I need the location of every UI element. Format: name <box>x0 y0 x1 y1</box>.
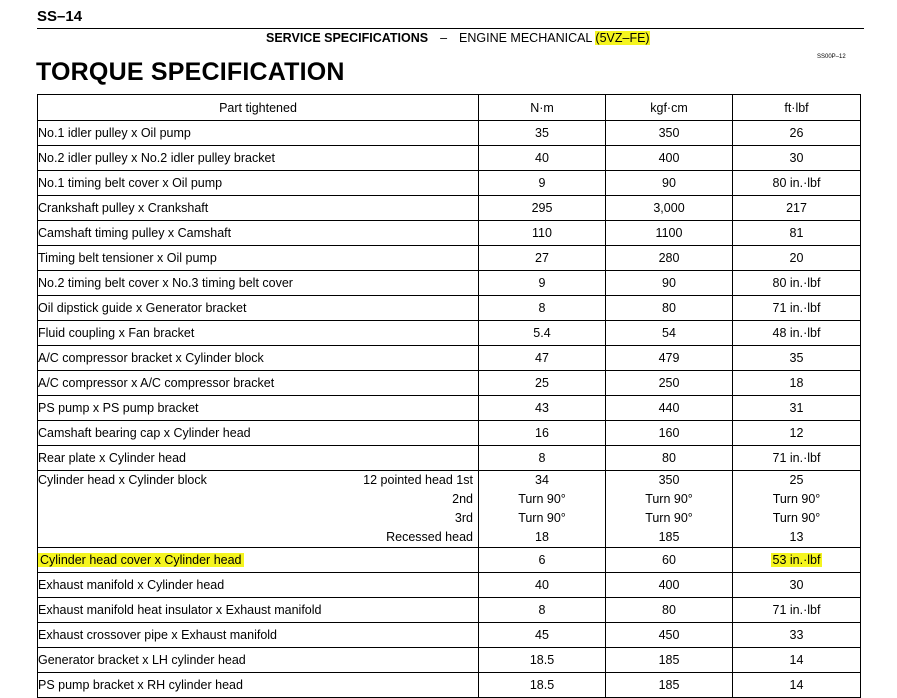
part-name-cell: Exhaust manifold heat insulator x Exhaust manifold <box>38 598 479 623</box>
nm-cell: 8 <box>479 296 606 321</box>
table-row <box>38 296 861 321</box>
table-row <box>38 396 861 421</box>
part-name-cell: Fluid coupling x Fan bracket <box>38 321 479 346</box>
part-name-cell: Crankshaft pulley x Crankshaft <box>38 196 479 221</box>
kgfcm-cell: 80 <box>606 296 733 321</box>
highlighted-part-name: Cylinder head cover x Cylinder head <box>40 553 242 567</box>
column-header-nm: N·m <box>479 95 606 121</box>
ftlbf-cell: 80 in.·lbf <box>733 271 861 296</box>
part-name-cell: No.2 timing belt cover x No.3 timing belt cover <box>38 271 479 296</box>
table-row <box>38 246 861 271</box>
table-row <box>38 446 861 471</box>
tightening-step-label: 12 pointed head 1st <box>363 473 473 487</box>
column-header-ftlbf: ft·lbf <box>733 95 861 121</box>
nm-cell: 40 <box>479 146 606 171</box>
ftlbf-cell: 71 in.·lbf <box>733 446 861 471</box>
step-value: 25 <box>789 473 804 487</box>
part-name-cell: No.2 idler pulley x No.2 idler pulley bracket <box>38 146 479 171</box>
kgfcm-cell: 280 <box>606 246 733 271</box>
part-name-cell <box>38 471 479 548</box>
step-value: Turn 90° <box>772 511 821 525</box>
ftlbf-cell: 81 <box>733 221 861 246</box>
table-row <box>38 648 861 673</box>
step-value: 13 <box>789 530 804 544</box>
table-body <box>38 121 861 698</box>
kgfcm-cell: 400 <box>606 573 733 598</box>
part-name-cell: Timing belt tensioner x Oil pump <box>38 246 479 271</box>
part-name-cell: No.1 timing belt cover x Oil pump <box>38 171 479 196</box>
part-name-cell: Generator bracket x LH cylinder head <box>38 648 479 673</box>
header-rule <box>37 28 864 29</box>
kgfcm-cell: 440 <box>606 396 733 421</box>
part-name-cell: PS pump x PS pump bracket <box>38 396 479 421</box>
nm-cell <box>479 471 606 548</box>
torque-table <box>37 94 861 698</box>
step-value: Turn 90° <box>772 492 821 506</box>
table-row <box>38 271 861 296</box>
nm-cell: 45 <box>479 623 606 648</box>
kgfcm-cell <box>606 471 733 548</box>
running-header <box>266 31 650 45</box>
part-name-cell <box>38 548 479 573</box>
highlighted-ftlbf-value: 53 in.·lbf <box>772 553 821 567</box>
nm-cell: 40 <box>479 573 606 598</box>
ftlbf-cell: 71 in.·lbf <box>733 598 861 623</box>
part-name: Cylinder head x Cylinder block <box>38 473 207 487</box>
nm-cell: 18.5 <box>479 673 606 698</box>
table-row <box>38 598 861 623</box>
part-name-cell: A/C compressor bracket x Cylinder block <box>38 346 479 371</box>
kgfcm-cell: 90 <box>606 171 733 196</box>
ftlbf-cell: 26 <box>733 121 861 146</box>
part-name-cell: A/C compressor x A/C compressor bracket <box>38 371 479 396</box>
ftlbf-cell: 14 <box>733 648 861 673</box>
part-name-cell: No.1 idler pulley x Oil pump <box>38 121 479 146</box>
nm-cell: 110 <box>479 221 606 246</box>
table-row-cylinder-head <box>38 471 861 548</box>
step-value: 34 <box>535 473 549 487</box>
column-header-part: Part tightened <box>38 95 479 121</box>
ftlbf-cell: 20 <box>733 246 861 271</box>
nm-cell: 25 <box>479 371 606 396</box>
part-name-cell: Exhaust manifold x Cylinder head <box>38 573 479 598</box>
table-row <box>38 421 861 446</box>
part-name-cell: Oil dipstick guide x Generator bracket <box>38 296 479 321</box>
ftlbf-cell <box>733 471 861 548</box>
step-value: 18 <box>535 530 549 544</box>
ftlbf-cell: 33 <box>733 623 861 648</box>
table-row <box>38 221 861 246</box>
nm-cell: 9 <box>479 271 606 296</box>
kgfcm-cell: 80 <box>606 598 733 623</box>
step-value: Turn 90° <box>645 492 693 506</box>
kgfcm-cell: 80 <box>606 446 733 471</box>
ftlbf-cell: 14 <box>733 673 861 698</box>
column-header-kgfcm: kgf·cm <box>606 95 733 121</box>
step-value: Turn 90° <box>518 511 566 525</box>
table-row <box>38 573 861 598</box>
table-row <box>38 171 861 196</box>
table-row <box>38 346 861 371</box>
table-header-row <box>38 95 861 121</box>
ftlbf-cell: 30 <box>733 573 861 598</box>
nm-cell: 27 <box>479 246 606 271</box>
kgfcm-cell: 54 <box>606 321 733 346</box>
kgfcm-cell: 160 <box>606 421 733 446</box>
table-row <box>38 371 861 396</box>
ftlbf-cell: 48 in.·lbf <box>733 321 861 346</box>
document-code: SS00P–12 <box>817 54 846 60</box>
part-name-cell: Rear plate x Cylinder head <box>38 446 479 471</box>
table-row <box>38 196 861 221</box>
kgfcm-cell: 3,000 <box>606 196 733 221</box>
nm-cell: 9 <box>479 171 606 196</box>
table-row <box>38 121 861 146</box>
subsection-title: ENGINE MECHANICAL <box>459 31 592 45</box>
kgfcm-cell: 350 <box>606 121 733 146</box>
step-value: Turn 90° <box>645 511 693 525</box>
kgfcm-cell: 185 <box>606 648 733 673</box>
nm-cell: 43 <box>479 396 606 421</box>
nm-cell: 47 <box>479 346 606 371</box>
table-row <box>38 146 861 171</box>
ftlbf-cell: 12 <box>733 421 861 446</box>
page-id: SS–14 <box>37 8 83 25</box>
part-name-cell: PS pump bracket x RH cylinder head <box>38 673 479 698</box>
nm-cell: 35 <box>479 121 606 146</box>
table-row <box>38 673 861 698</box>
ftlbf-cell: 31 <box>733 396 861 421</box>
tightening-step-label: 2nd <box>452 492 473 506</box>
ftlbf-cell: 35 <box>733 346 861 371</box>
ftlbf-cell: 18 <box>733 371 861 396</box>
part-name-cell: Camshaft bearing cap x Cylinder head <box>38 421 479 446</box>
tightening-step-label: Recessed head <box>386 530 473 544</box>
nm-cell: 8 <box>479 446 606 471</box>
part-name-cell: Exhaust crossover pipe x Exhaust manifold <box>38 623 479 648</box>
header-separator: – <box>440 31 448 45</box>
ftlbf-cell: 80 in.·lbf <box>733 171 861 196</box>
table-row <box>38 623 861 648</box>
kgfcm-cell: 60 <box>606 548 733 573</box>
part-name-cell: Camshaft timing pulley x Camshaft <box>38 221 479 246</box>
kgfcm-cell: 250 <box>606 371 733 396</box>
engine-code: (5VZ–FE) <box>595 31 650 45</box>
nm-cell: 6 <box>479 548 606 573</box>
nm-cell: 18.5 <box>479 648 606 673</box>
step-value: 350 <box>658 473 680 487</box>
ftlbf-cell <box>733 548 861 573</box>
kgfcm-cell: 400 <box>606 146 733 171</box>
ftlbf-cell: 71 in.·lbf <box>733 296 861 321</box>
ftlbf-cell: 30 <box>733 146 861 171</box>
kgfcm-cell: 185 <box>606 673 733 698</box>
nm-cell: 16 <box>479 421 606 446</box>
ftlbf-cell: 217 <box>733 196 861 221</box>
tightening-step-label: 3rd <box>454 511 473 525</box>
nm-cell: 295 <box>479 196 606 221</box>
step-value: Turn 90° <box>518 492 566 506</box>
nm-cell: 8 <box>479 598 606 623</box>
table-row <box>38 321 861 346</box>
kgfcm-cell: 90 <box>606 271 733 296</box>
kgfcm-cell: 479 <box>606 346 733 371</box>
page-title: TORQUE SPECIFICATION <box>36 58 345 86</box>
section-title: SERVICE SPECIFICATIONS <box>266 31 429 45</box>
nm-cell: 5.4 <box>479 321 606 346</box>
kgfcm-cell: 450 <box>606 623 733 648</box>
kgfcm-cell: 1100 <box>606 221 733 246</box>
table-row <box>38 548 861 573</box>
step-value: 185 <box>658 530 680 544</box>
